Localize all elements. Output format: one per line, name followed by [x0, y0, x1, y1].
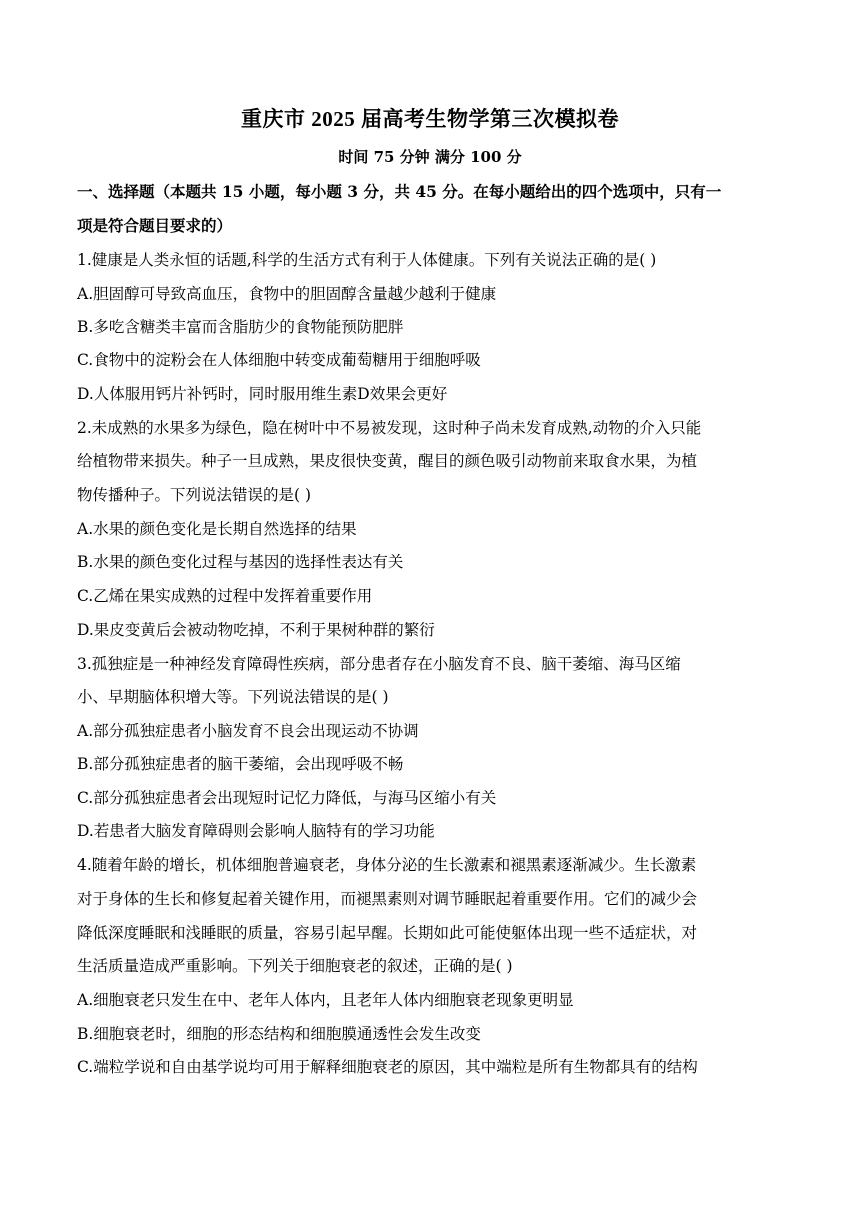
section-heading-line: 一、选择题（本题共 15 小题，每小题 3 分，共 45 分。在每小题给出的四个选项中，只有一 — [77, 182, 722, 201]
question-stem: 2.未成熟的水果多为绿色，隐在树叶中不易被发现，这时种子尚未发育成熟,动物的介入只能 — [77, 419, 702, 437]
option-c: C.乙烯在果实成熟的过程中发挥着重要作用 — [77, 587, 373, 605]
option-d: D.若患者大脑发育障碍则会影响人脑特有的学习功能 — [77, 822, 435, 840]
question-stem: 降低深度睡眠和浅睡眠的质量，容易引起早醒。长期如此可能使躯体出现一些不适症状，对 — [77, 924, 698, 942]
option-a: A.部分孤独症患者小脑发育不良会出现运动不协调 — [77, 722, 419, 740]
question-stem: 小、早期脑体积增大等。下列说法错误的是( ) — [77, 688, 389, 706]
option-c: C.端粒学说和自由基学说均可用于解释细胞衰老的原因，其中端粒是所有生物都具有的结构 — [77, 1058, 698, 1076]
question-stem: 生活质量造成严重影响。下列关于细胞衰老的叙述，正确的是( ) — [77, 957, 513, 975]
section-heading-line: 项是符合题目要求的） — [77, 216, 233, 235]
option-b: B.多吃含糖类丰富而含脂肪少的食物能预防肥胖 — [77, 318, 404, 336]
question-stem: 1.健康是人类永恒的话题,科学的生活方式有利于人体健康。下列有关说法正确的是( ) — [77, 251, 657, 269]
option-a: A.胆固醇可导致高血压，食物中的胆固醇含量越少越利于健康 — [77, 285, 497, 303]
option-b: B.细胞衰老时，细胞的形态结构和细胞膜通透性会发生改变 — [77, 1025, 481, 1043]
question-stem: 物传播种子。下列说法错误的是( ) — [77, 486, 312, 504]
option-a: A.细胞衰老只发生在中、老年人体内，且老年人体内细胞衰老现象更明显 — [77, 991, 574, 1009]
page-title: 重庆市 2025 届高考生物学第三次模拟卷 — [241, 107, 619, 131]
option-b: B.水果的颜色变化过程与基因的选择性表达有关 — [77, 553, 404, 571]
option-b: B.部分孤独症患者的脑干萎缩，会出现呼吸不畅 — [77, 755, 404, 773]
question-stem: 对于身体的生长和修复起着关键作用，而褪黑素则对调节睡眠起着重要作用。它们的减少会 — [77, 890, 698, 908]
option-a: A.水果的颜色变化是长期自然选择的结果 — [77, 520, 357, 538]
option-c: C.部分孤独症患者会出现短时记忆力降低，与海马区缩小有关 — [77, 789, 497, 807]
question-stem: 给植物带来损失。种子一旦成熟，果皮很快变黄，醒目的颜色吸引动物前来取食水果，为植 — [77, 452, 698, 470]
option-d: D.人体服用钙片补钙时，同时服用维生素D效果会更好 — [77, 385, 448, 403]
option-d: D.果皮变黄后会被动物吃掉，不利于果树种群的繁衍 — [77, 621, 435, 639]
option-c: C.食物中的淀粉会在人体细胞中转变成葡萄糖用于细胞呼吸 — [77, 351, 481, 369]
exam-time-score: 时间 75 分钟 满分 100 分 — [338, 148, 522, 166]
question-stem: 4.随着年龄的增长，机体细胞普遍衰老，身体分泌的生长激素和褪黑素逐渐减少。生长激素 — [77, 856, 697, 874]
question-stem: 3.孤独症是一种神经发育障碍性疾病，部分患者存在小脑发育不良、脑干萎缩、海马区缩 — [77, 655, 681, 673]
